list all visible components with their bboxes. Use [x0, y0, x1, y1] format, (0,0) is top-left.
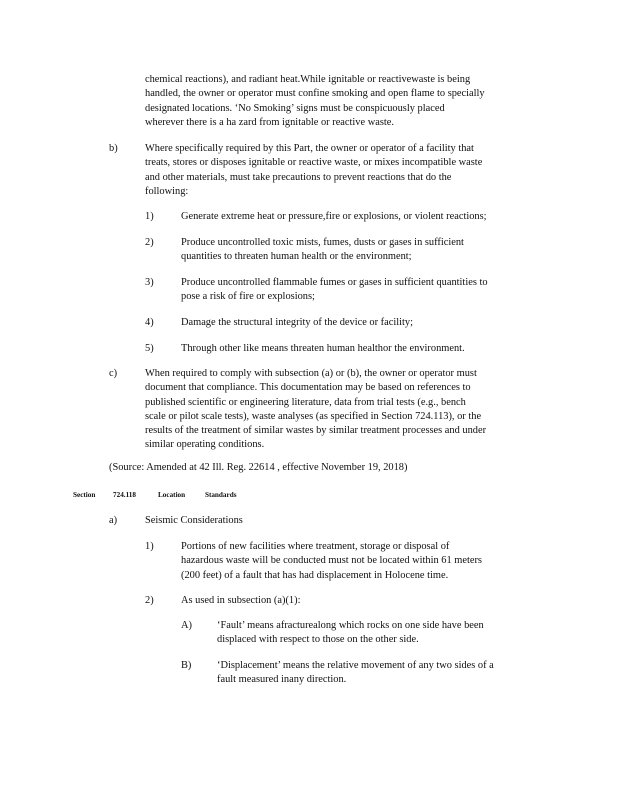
source-note: (Source: Amended at 42 Ill. Reg. 22614 , effective November 19, 2018) — [109, 462, 408, 473]
text-line: treats, stores or disposes ignitable or reactive waste, or mixes incompatible waste — [145, 157, 483, 169]
text-line: Damage the structural integrity of the device or facility; — [181, 317, 413, 328]
text-line: Produce uncontrolled flammable fumes or gases in sufficient quantities to — [181, 277, 488, 288]
text-line: Generate extreme heat or pressure,fire or explosions, or violent reactions; — [181, 211, 487, 222]
definition-label: A) — [181, 620, 192, 631]
text-line: ‘Fault’ means afracturealong which rocks on one side have been — [217, 620, 484, 631]
section-word: Section — [73, 491, 96, 499]
text-line: designated locations. ‘No Smoking’ signs must be conspicuously placed — [145, 102, 445, 114]
definition-text — [217, 659, 542, 688]
item-c-paragraph — [145, 367, 537, 453]
section-title: Location Standards — [158, 491, 237, 499]
subitem-text — [181, 210, 537, 224]
definition-label: B) — [181, 660, 192, 671]
item-b-paragraph — [145, 142, 537, 199]
text-line: quantities to threaten human health or the environment; — [181, 251, 412, 263]
text-line: document that compliance. This documentation may be based on references to — [145, 382, 471, 394]
subitem-label: 3) — [145, 277, 154, 288]
text-line: handled, the owner or operator must confine smoking and open flame to specially — [145, 88, 485, 100]
text-line: chemical reactions), and radiant heat.While ignitable or reactivewaste is being — [145, 74, 471, 85]
subitem-label: 5) — [145, 343, 154, 354]
text-line: ‘Displacement’ means the relative movement of any two sides of a — [217, 660, 494, 671]
text-line: As used in subsection (a)(1): — [181, 595, 301, 606]
subitem-text — [181, 594, 537, 608]
subitem-label: 1) — [145, 211, 154, 222]
text-line: Produce uncontrolled toxic mists, fumes, dusts or gases in sufficient — [181, 237, 464, 248]
text-line: displaced with respect to those on the other side. — [217, 634, 419, 646]
section-number: 724.118 — [113, 491, 136, 499]
subitem-label: 4) — [145, 317, 154, 328]
subitem-text — [181, 316, 537, 330]
item-c-label: c) — [109, 368, 118, 379]
item-b-label: b) — [109, 143, 118, 154]
text-line: and other materials, must take precautions to prevent reactions that do the — [145, 171, 452, 183]
subitem-label: 2) — [145, 237, 154, 248]
text-line: Where specifically required by this Part, the owner or operator of a facility that — [145, 143, 474, 154]
text-line: wherever there is a ha zard from ignitable or reactive waste. — [145, 116, 394, 128]
text-line: similar operating conditions. — [145, 439, 265, 451]
text-line: pose a risk of fire or explosions; — [181, 291, 315, 303]
text-line: (200 feet) of a fault that has had displacement in Holocene time. — [181, 569, 449, 581]
text-line: fault measured inany direction. — [217, 674, 347, 686]
subitem-label: 2) — [145, 595, 154, 606]
subitem-text — [181, 276, 537, 305]
subitem-text — [181, 236, 537, 265]
text-line: Through other like means threaten human healthor the environment. — [181, 343, 465, 354]
item-a-heading: Seismic Considerations — [145, 515, 243, 526]
text-line: following: — [145, 185, 189, 197]
subitem-text — [181, 540, 537, 583]
definition-text — [217, 619, 542, 648]
item-a-label: a) — [109, 515, 118, 526]
text-line: results of the treatment of similar wastes by similar treatment processes and under — [145, 425, 487, 437]
subitem-label: 1) — [145, 541, 154, 552]
continuation-paragraph — [145, 73, 537, 130]
text-line: scale or pilot scale tests), waste analyses (as specified in Section 724.113), or the — [145, 410, 482, 422]
text-line: published scientific or engineering literature, data from trial tests (e.g., bench — [145, 396, 466, 408]
text-line: hazardous waste will be conducted must not be located within 61 meters — [181, 555, 482, 567]
text-line: Portions of new facilities where treatment, storage or disposal of — [181, 541, 450, 552]
text-line: When required to comply with subsection (a) or (b), the owner or operator must — [145, 368, 477, 379]
subitem-text — [181, 342, 537, 356]
